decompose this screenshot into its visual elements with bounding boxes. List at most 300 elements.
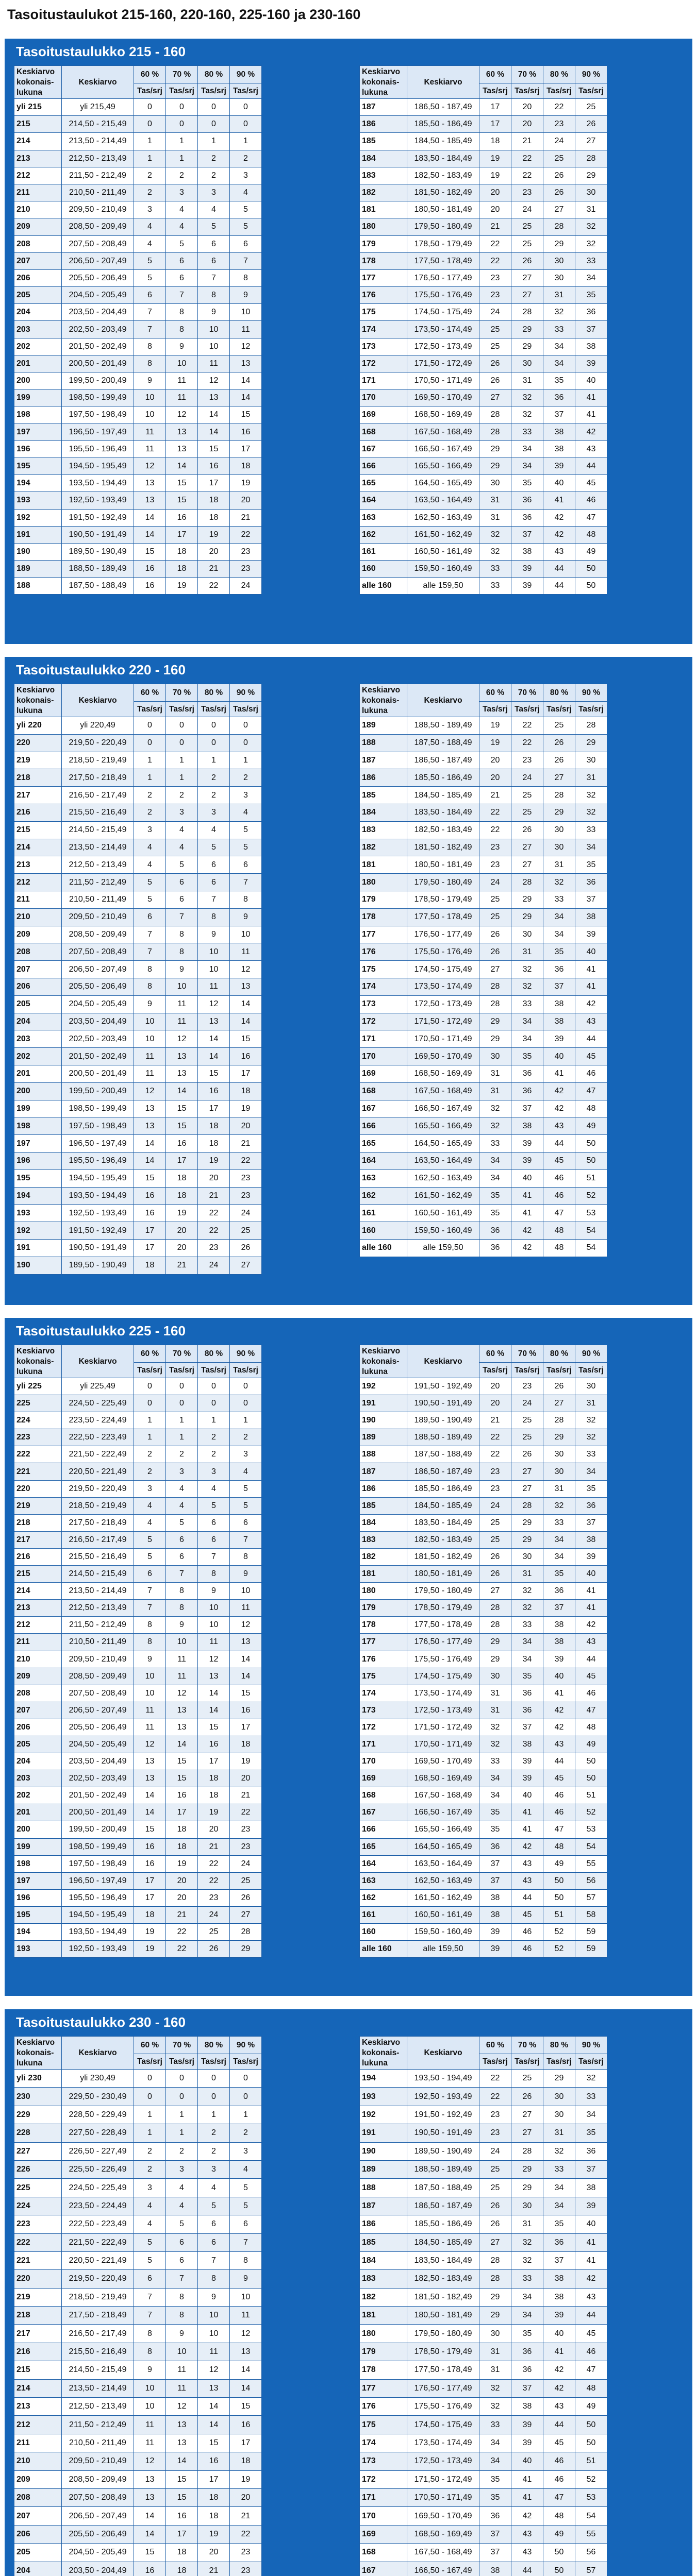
handicap-value: 9 xyxy=(134,995,166,1013)
handicap-value: 11 xyxy=(198,355,230,372)
handicap-value: 52 xyxy=(575,1187,607,1205)
handicap-value: 19 xyxy=(198,1152,230,1170)
handicap-value: 15 xyxy=(198,440,230,457)
handicap-value: 20 xyxy=(166,1239,198,1257)
handicap-value: 22 xyxy=(479,1429,511,1446)
average-integer: 197 xyxy=(14,423,62,440)
table-row xyxy=(360,787,607,804)
average-integer: 196 xyxy=(14,1152,62,1170)
average-range: 215,50 - 216,49 xyxy=(62,804,134,821)
handicap-value: 22 xyxy=(479,2070,511,2088)
handicap-value: 37 xyxy=(479,2544,511,2562)
handicap-value: 42 xyxy=(575,995,607,1013)
table-row xyxy=(360,1617,607,1634)
header-tas-srj: Tas/srj xyxy=(166,83,198,99)
handicap-value: 24 xyxy=(511,769,543,787)
handicap-value: 26 xyxy=(543,752,575,769)
handicap-value: 47 xyxy=(543,1205,575,1222)
handicap-value: 1 xyxy=(166,2124,198,2142)
handicap-value: 41 xyxy=(543,492,575,509)
average-range: 190,50 - 191,49 xyxy=(62,1239,134,1257)
average-range: 163,50 - 164,49 xyxy=(407,1855,479,1872)
handicap-value: 47 xyxy=(575,1702,607,1719)
table-row xyxy=(14,2470,262,2488)
average-integer: 180 xyxy=(360,874,407,891)
average-integer: 179 xyxy=(360,1600,407,1617)
handicap-value: 36 xyxy=(479,2507,511,2525)
average-range: yli 230,49 xyxy=(62,2070,134,2088)
table-row xyxy=(360,1135,607,1153)
header-tas-srj: Tas/srj xyxy=(134,2054,166,2070)
handicap-value: 34 xyxy=(511,1634,543,1651)
handicap-value: 58 xyxy=(575,1906,607,1923)
table-row xyxy=(14,2088,262,2106)
handicap-value: 40 xyxy=(511,2452,543,2470)
average-range: 223,50 - 224,49 xyxy=(62,1412,134,1429)
handicap-value: 14 xyxy=(134,1152,166,1170)
average-range: 214,50 - 215,49 xyxy=(62,2361,134,2379)
average-integer: 222 xyxy=(14,2233,62,2251)
handicap-value: 3 xyxy=(230,1446,262,1463)
average-integer: yli 215 xyxy=(14,99,62,116)
handicap-value: 13 xyxy=(166,2434,198,2452)
handicap-value: 0 xyxy=(134,734,166,752)
table-row xyxy=(360,116,607,133)
handicap-value: 4 xyxy=(134,2215,166,2233)
handicap-table xyxy=(359,1345,607,1958)
table-row xyxy=(360,321,607,338)
handicap-value: 36 xyxy=(479,1222,511,1240)
table-row xyxy=(14,908,262,926)
handicap-value: 32 xyxy=(511,389,543,406)
handicap-value: 17 xyxy=(479,99,511,116)
table-row xyxy=(14,1152,262,1170)
handicap-value: 4 xyxy=(166,839,198,856)
handicap-value: 36 xyxy=(511,509,543,526)
handicap-value: 4 xyxy=(166,2197,198,2215)
handicap-value: 0 xyxy=(134,2088,166,2106)
handicap-value: 26 xyxy=(479,943,511,961)
table-row xyxy=(14,2488,262,2506)
handicap-value: 4 xyxy=(166,2179,198,2197)
handicap-value: 21 xyxy=(230,1787,262,1804)
table-row xyxy=(14,1446,262,1463)
handicap-value: 2 xyxy=(134,1463,166,1480)
handicap-value: 11 xyxy=(198,2343,230,2361)
average-integer: 216 xyxy=(14,1548,62,1565)
average-integer: 172 xyxy=(360,355,407,372)
handicap-value: 13 xyxy=(134,1100,166,1117)
handicap-value: 9 xyxy=(166,961,198,978)
handicap-value: 11 xyxy=(166,389,198,406)
handicap-value: 5 xyxy=(134,252,166,269)
handicap-value: 8 xyxy=(198,1566,230,1583)
table-row xyxy=(360,287,607,304)
handicap-value: 8 xyxy=(230,891,262,908)
average-integer: 197 xyxy=(14,1872,62,1889)
handicap-value: 50 xyxy=(543,1872,575,1889)
handicap-value: 24 xyxy=(230,1855,262,1872)
average-integer: 205 xyxy=(14,2544,62,2562)
handicap-value: 6 xyxy=(198,252,230,269)
table-row xyxy=(14,2270,262,2288)
handicap-value: 5 xyxy=(198,218,230,235)
handicap-value: 0 xyxy=(134,1378,166,1395)
average-range: 185,50 - 186,49 xyxy=(407,769,479,787)
table-row xyxy=(360,1514,607,1531)
handicap-value: 0 xyxy=(230,2070,262,2088)
handicap-value: 4 xyxy=(230,2160,262,2178)
handicap-value: 24 xyxy=(511,201,543,218)
handicap-value: 32 xyxy=(511,406,543,423)
handicap-value: 32 xyxy=(511,978,543,995)
handicap-value: 0 xyxy=(230,2088,262,2106)
handicap-value: 11 xyxy=(198,978,230,995)
handicap-value: 35 xyxy=(479,2470,511,2488)
average-integer: 220 xyxy=(14,2270,62,2288)
table-row xyxy=(14,1787,262,1804)
handicap-value: 7 xyxy=(198,891,230,908)
handicap-value: 50 xyxy=(543,2562,575,2576)
handicap-value: 16 xyxy=(198,457,230,474)
handicap-value: 13 xyxy=(198,2379,230,2397)
average-integer: 186 xyxy=(360,769,407,787)
handicap-value: 17 xyxy=(198,2470,230,2488)
handicap-value: 25 xyxy=(198,1924,230,1941)
handicap-value: 17 xyxy=(134,1222,166,1240)
average-range: 186,50 - 187,49 xyxy=(407,1463,479,1480)
handicap-value: 18 xyxy=(166,2562,198,2576)
handicap-value: 6 xyxy=(198,856,230,874)
handicap-value: 16 xyxy=(198,1082,230,1100)
average-integer: 229 xyxy=(14,2106,62,2124)
handicap-value: 7 xyxy=(134,943,166,961)
table-row xyxy=(360,2124,607,2142)
average-integer: 170 xyxy=(360,1048,407,1065)
table-row xyxy=(360,2160,607,2178)
handicap-value: 16 xyxy=(134,2562,166,2576)
handicap-value: 19 xyxy=(198,526,230,543)
average-integer: 208 xyxy=(14,2488,62,2506)
header-tas-srj: Tas/srj xyxy=(230,83,262,99)
average-integer: 160 xyxy=(360,1924,407,1941)
handicap-value: 15 xyxy=(166,492,198,509)
header-percent: 80 % xyxy=(543,66,575,83)
handicap-value: 43 xyxy=(543,2398,575,2416)
handicap-value: 15 xyxy=(166,1770,198,1787)
header-tas-srj: Tas/srj xyxy=(543,702,575,717)
average-integer: 216 xyxy=(14,804,62,821)
table-row xyxy=(14,235,262,252)
header-percent: 60 % xyxy=(479,2037,511,2054)
handicap-value: 41 xyxy=(511,1804,543,1821)
average-integer: 207 xyxy=(14,1702,62,1719)
average-range: 168,50 - 169,49 xyxy=(407,1770,479,1787)
table-row xyxy=(14,133,262,150)
handicap-value: 10 xyxy=(230,304,262,321)
handicap-value: 23 xyxy=(511,752,543,769)
handicap-value: 9 xyxy=(198,2288,230,2306)
average-integer: 203 xyxy=(14,321,62,338)
handicap-value: 17 xyxy=(479,116,511,133)
header-row xyxy=(14,684,262,702)
average-range: 202,50 - 203,49 xyxy=(62,321,134,338)
average-integer: 205 xyxy=(14,1736,62,1753)
header-tas-srj: Tas/srj xyxy=(166,2054,198,2070)
average-integer: 219 xyxy=(14,1497,62,1514)
handicap-value: 35 xyxy=(511,475,543,492)
handicap-value: 4 xyxy=(230,804,262,821)
table-row xyxy=(360,1685,607,1702)
average-integer: 213 xyxy=(14,2398,62,2416)
average-range: 191,50 - 192,49 xyxy=(407,2106,479,2124)
handicap-value: 12 xyxy=(134,1082,166,1100)
handicap-value: 31 xyxy=(479,2343,511,2361)
table-row xyxy=(360,1187,607,1205)
table-row xyxy=(14,1753,262,1770)
handicap-value: 29 xyxy=(479,2288,511,2306)
handicap-value: 7 xyxy=(230,252,262,269)
handicap-value: 19 xyxy=(166,1205,198,1222)
handicap-value: 39 xyxy=(479,1924,511,1941)
handicap-value: 29 xyxy=(479,1651,511,1668)
handicap-value: 38 xyxy=(575,2179,607,2197)
table-row xyxy=(14,475,262,492)
handicap-value: 1 xyxy=(166,133,198,150)
handicap-value: 25 xyxy=(479,1531,511,1548)
average-integer: 174 xyxy=(360,1685,407,1702)
handicap-value: 35 xyxy=(575,287,607,304)
header-tas-srj: Tas/srj xyxy=(575,83,607,99)
handicap-value: 30 xyxy=(479,2325,511,2343)
table-row xyxy=(360,2470,607,2488)
handicap-value: 46 xyxy=(543,2470,575,2488)
handicap-value: 50 xyxy=(575,1753,607,1770)
handicap-value: 14 xyxy=(230,1651,262,1668)
handicap-value: 10 xyxy=(198,943,230,961)
handicap-value: 18 xyxy=(166,2544,198,2562)
handicap-value: 52 xyxy=(575,2470,607,2488)
handicap-value: 17 xyxy=(134,1872,166,1889)
handicap-value: 3 xyxy=(198,184,230,201)
header-percent: 80 % xyxy=(543,1345,575,1363)
handicap-value: 22 xyxy=(198,1205,230,1222)
table-row xyxy=(360,2416,607,2434)
handicap-value: 25 xyxy=(479,338,511,355)
handicap-value: 26 xyxy=(511,2088,543,2106)
handicap-value: 5 xyxy=(198,1497,230,1514)
handicap-value: 12 xyxy=(166,1030,198,1048)
handicap-value: 22 xyxy=(511,167,543,184)
handicap-value: 7 xyxy=(166,1566,198,1583)
handicap-value: 5 xyxy=(134,1548,166,1565)
handicap-value: 29 xyxy=(230,1941,262,1958)
handicap-value: 22 xyxy=(511,150,543,167)
table-row xyxy=(14,1583,262,1600)
handicap-value: 17 xyxy=(134,1889,166,1906)
table-row xyxy=(14,1378,262,1395)
handicap-value: 1 xyxy=(198,752,230,769)
handicap-value: 7 xyxy=(230,2233,262,2251)
table-row xyxy=(14,338,262,355)
handicap-value: 2 xyxy=(230,769,262,787)
average-range: 182,50 - 183,49 xyxy=(407,2270,479,2288)
table-row xyxy=(14,995,262,1013)
handicap-value: 10 xyxy=(166,1634,198,1651)
handicap-value: 33 xyxy=(575,252,607,269)
header-kokonaislukuna: Keskiarvo kokonais- lukuna xyxy=(14,684,62,717)
average-range: 224,50 - 225,49 xyxy=(62,1395,134,1412)
handicap-value: 42 xyxy=(543,1100,575,1117)
average-integer: 195 xyxy=(14,1170,62,1187)
average-range: 180,50 - 181,49 xyxy=(407,856,479,874)
handicap-value: 11 xyxy=(230,321,262,338)
handicap-value: 2 xyxy=(166,1446,198,1463)
handicap-value: 8 xyxy=(230,1548,262,1565)
handicap-value: 23 xyxy=(198,1889,230,1906)
handicap-value: 11 xyxy=(134,1719,166,1736)
handicap-value: 45 xyxy=(575,1048,607,1065)
handicap-value: 18 xyxy=(166,1170,198,1187)
average-range: 218,50 - 219,49 xyxy=(62,1497,134,1514)
table-row xyxy=(14,1030,262,1048)
handicap-value: 30 xyxy=(543,269,575,286)
handicap-value: 28 xyxy=(479,2270,511,2288)
handicap-value: 36 xyxy=(575,2142,607,2160)
average-range: 187,50 - 188,49 xyxy=(62,578,134,595)
table-row xyxy=(360,2088,607,2106)
average-range: 169,50 - 170,49 xyxy=(407,389,479,406)
header-percent: 90 % xyxy=(575,66,607,83)
average-integer: 207 xyxy=(14,961,62,978)
handicap-value: 28 xyxy=(575,150,607,167)
table-row xyxy=(360,734,607,752)
table-row xyxy=(14,874,262,891)
average-integer: 190 xyxy=(360,2142,407,2160)
handicap-value: 39 xyxy=(511,1135,543,1153)
handicap-value: 18 xyxy=(198,492,230,509)
handicap-value: 50 xyxy=(575,2416,607,2434)
handicap-value: 26 xyxy=(511,1446,543,1463)
handicap-value: 5 xyxy=(166,235,198,252)
average-range: 167,50 - 168,49 xyxy=(407,1787,479,1804)
average-integer: 222 xyxy=(14,1446,62,1463)
table-row xyxy=(14,2416,262,2434)
handicap-value: 14 xyxy=(198,1702,230,1719)
header-row xyxy=(14,1345,262,1363)
handicap-value: 33 xyxy=(479,578,511,595)
table-row xyxy=(14,787,262,804)
handicap-value: 4 xyxy=(198,201,230,218)
average-range: alle 159,50 xyxy=(407,1239,479,1257)
average-range: alle 159,50 xyxy=(407,1941,479,1958)
average-integer: 173 xyxy=(360,2452,407,2470)
handicap-value: 36 xyxy=(479,1838,511,1855)
handicap-value: 11 xyxy=(134,440,166,457)
average-integer: 160 xyxy=(360,1222,407,1240)
handicap-value: 23 xyxy=(479,2124,511,2142)
average-integer: 225 xyxy=(14,2179,62,2197)
table-row xyxy=(360,1463,607,1480)
table-row xyxy=(360,201,607,218)
handicap-value: 36 xyxy=(511,2343,543,2361)
handicap-value: 19 xyxy=(166,1855,198,1872)
table-row xyxy=(14,2562,262,2576)
handicap-value: 44 xyxy=(511,2562,543,2576)
average-range: 224,50 - 225,49 xyxy=(62,2179,134,2197)
average-range: 164,50 - 165,49 xyxy=(407,475,479,492)
handicap-value: 26 xyxy=(230,1889,262,1906)
table-row xyxy=(360,2544,607,2562)
handicap-value: 27 xyxy=(543,769,575,787)
average-integer: 172 xyxy=(360,1719,407,1736)
average-range: yli 220,49 xyxy=(62,717,134,735)
handicap-value: 27 xyxy=(479,389,511,406)
handicap-value: 24 xyxy=(479,304,511,321)
average-integer: 164 xyxy=(360,1152,407,1170)
handicap-value: 40 xyxy=(575,2215,607,2233)
average-integer: 177 xyxy=(360,926,407,943)
table-row xyxy=(360,509,607,526)
handicap-value: 59 xyxy=(575,1941,607,1958)
average-integer: 221 xyxy=(14,2251,62,2269)
handicap-value: 20 xyxy=(198,2544,230,2562)
average-integer: 220 xyxy=(14,1480,62,1497)
handicap-value: 10 xyxy=(166,355,198,372)
average-range: 169,50 - 170,49 xyxy=(407,1048,479,1065)
handicap-value: 43 xyxy=(511,1855,543,1872)
handicap-value: 5 xyxy=(198,2197,230,2215)
handicap-value: 1 xyxy=(166,1429,198,1446)
average-range: 184,50 - 185,49 xyxy=(407,133,479,150)
handicap-value: 30 xyxy=(543,1446,575,1463)
average-integer: 174 xyxy=(360,321,407,338)
handicap-value: 41 xyxy=(511,2488,543,2506)
average-integer: 206 xyxy=(14,978,62,995)
header-percent: 60 % xyxy=(134,684,166,702)
handicap-value: 18 xyxy=(230,457,262,474)
average-range: 181,50 - 182,49 xyxy=(407,184,479,201)
average-range: 208,50 - 209,49 xyxy=(62,926,134,943)
table-row xyxy=(14,1412,262,1429)
average-integer: 209 xyxy=(14,926,62,943)
table-row xyxy=(360,717,607,735)
handicap-value: 6 xyxy=(198,2233,230,2251)
section-title: Tasoitustaulukko 215 - 160 xyxy=(16,44,186,59)
header-row xyxy=(14,2037,262,2054)
handicap-value: 1 xyxy=(166,150,198,167)
handicap-value: 38 xyxy=(543,423,575,440)
average-integer: 224 xyxy=(14,1412,62,1429)
handicap-value: 44 xyxy=(575,457,607,474)
average-integer: 212 xyxy=(14,874,62,891)
handicap-value: 14 xyxy=(198,406,230,423)
handicap-value: 28 xyxy=(511,874,543,891)
table-row xyxy=(360,1600,607,1617)
handicap-value: 0 xyxy=(198,99,230,116)
handicap-value: 41 xyxy=(575,2251,607,2269)
handicap-value: 11 xyxy=(134,1065,166,1082)
handicap-value: 7 xyxy=(166,2270,198,2288)
handicap-value: 2 xyxy=(134,1446,166,1463)
handicap-value: 37 xyxy=(543,2251,575,2269)
table-row xyxy=(360,874,607,891)
average-integer: 165 xyxy=(360,1838,407,1855)
table-row xyxy=(14,943,262,961)
table-row xyxy=(360,2197,607,2215)
table-row xyxy=(14,2124,262,2142)
table-section xyxy=(5,2009,692,2576)
